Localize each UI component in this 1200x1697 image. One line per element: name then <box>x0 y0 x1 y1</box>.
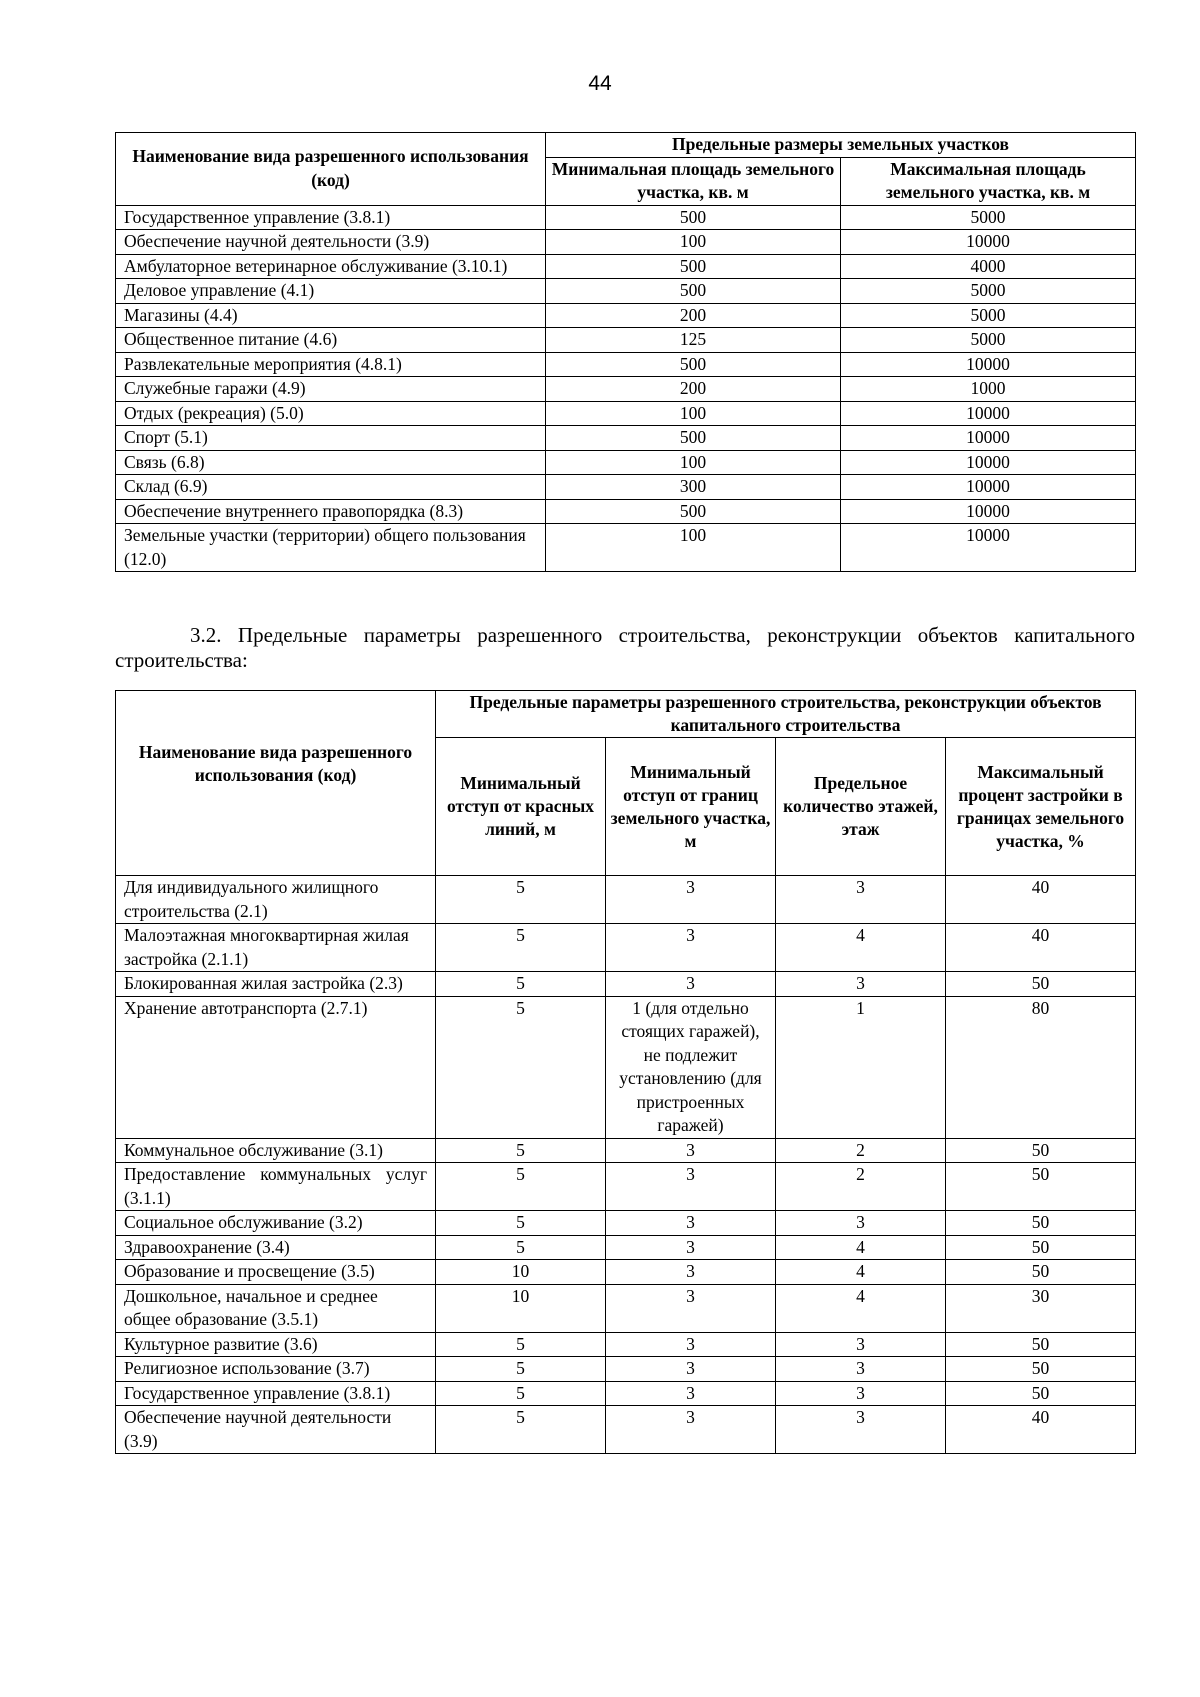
permitted-use-name: Магазины (4.4) <box>116 303 546 328</box>
max-area-value: 5000 <box>841 303 1136 328</box>
table-row <box>116 1138 1136 1163</box>
permitted-use-name: Социальное обслуживание (3.2) <box>116 1211 436 1236</box>
table-row <box>116 450 1136 475</box>
max-area-value: 10000 <box>841 450 1136 475</box>
max-area-value: 5000 <box>841 279 1136 304</box>
min-setback-boundaries-value: 3 <box>606 972 776 997</box>
max-floors-value: 3 <box>776 1357 946 1382</box>
header-construction-params-group: Предельные параметры разрешенного строительства, реконструкции объектов капитального строительства <box>436 691 1136 738</box>
table-row <box>116 1332 1136 1357</box>
header-min-setback-red-lines: Минимальный отступ от красных линий, м <box>436 738 606 876</box>
header-max-coverage-percent: Максимальный процент застройки в границах земельного участка, % <box>946 738 1136 876</box>
min-setback-red-lines-value: 5 <box>436 1211 606 1236</box>
max-floors-value: 2 <box>776 1163 946 1211</box>
min-area-value: 100 <box>546 524 841 572</box>
min-area-value: 100 <box>546 401 841 426</box>
max-area-value: 5000 <box>841 328 1136 353</box>
table-row <box>116 996 1136 1138</box>
max-coverage-value: 80 <box>946 996 1136 1138</box>
table-row <box>116 279 1136 304</box>
table-row <box>116 426 1136 451</box>
max-floors-value: 3 <box>776 1381 946 1406</box>
min-area-value: 125 <box>546 328 841 353</box>
header-plot-size-group: Предельные размеры земельных участков <box>546 133 1136 158</box>
max-area-value: 10000 <box>841 524 1136 572</box>
permitted-use-name: Деловое управление (4.1) <box>116 279 546 304</box>
permitted-use-name: Религиозное использование (3.7) <box>116 1357 436 1382</box>
table-row <box>116 1284 1136 1332</box>
min-setback-boundaries-value: 3 <box>606 1138 776 1163</box>
permitted-use-name: Общественное питание (4.6) <box>116 328 546 353</box>
min-area-value: 500 <box>546 499 841 524</box>
min-setback-red-lines-value: 5 <box>436 1332 606 1357</box>
header-min-setback-boundaries: Минимальный отступ от границ земельного участка, м <box>606 738 776 876</box>
min-area-value: 100 <box>546 450 841 475</box>
min-area-value: 500 <box>546 426 841 451</box>
permitted-use-name: Предоставление коммунальных услуг (3.1.1) <box>116 1163 436 1211</box>
max-coverage-value: 40 <box>946 876 1136 924</box>
header-permitted-use: Наименование вида разрешенного использования (код) <box>116 133 546 206</box>
min-area-value: 200 <box>546 377 841 402</box>
table-row <box>116 1381 1136 1406</box>
min-setback-boundaries-value: 3 <box>606 924 776 972</box>
header-permitted-use: Наименование вида разрешенного использования (код) <box>116 691 436 876</box>
header-max-area: Максимальная площадь земельного участка, кв. м <box>841 157 1136 205</box>
permitted-use-name: Хранение автотранспорта (2.7.1) <box>116 996 436 1138</box>
min-setback-red-lines-value: 5 <box>436 1163 606 1211</box>
construction-parameters-table-body <box>116 876 1136 1454</box>
min-setback-boundaries-value: 1 (для отдельно стоящих гаражей), не подлежит установлению (для пристроенных гаражей) <box>606 996 776 1138</box>
max-coverage-value: 40 <box>946 924 1136 972</box>
min-setback-boundaries-value: 3 <box>606 876 776 924</box>
min-setback-boundaries-value: 3 <box>606 1332 776 1357</box>
permitted-use-name: Государственное управление (3.8.1) <box>116 205 546 230</box>
permitted-use-name: Государственное управление (3.8.1) <box>116 1381 436 1406</box>
min-setback-boundaries-value: 3 <box>606 1381 776 1406</box>
max-floors-value: 2 <box>776 1138 946 1163</box>
min-setback-boundaries-value: 3 <box>606 1260 776 1285</box>
table-row <box>116 924 1136 972</box>
table-row <box>116 1235 1136 1260</box>
permitted-use-name: Блокированная жилая застройка (2.3) <box>116 972 436 997</box>
max-area-value: 4000 <box>841 254 1136 279</box>
max-coverage-value: 50 <box>946 972 1136 997</box>
table-row <box>116 499 1136 524</box>
max-coverage-value: 50 <box>946 1138 1136 1163</box>
permitted-use-name: Связь (6.8) <box>116 450 546 475</box>
max-area-value: 1000 <box>841 377 1136 402</box>
max-area-value: 10000 <box>841 230 1136 255</box>
land-plot-size-table <box>115 132 1136 572</box>
max-floors-value: 3 <box>776 1211 946 1236</box>
min-setback-boundaries-value: 3 <box>606 1357 776 1382</box>
min-area-value: 200 <box>546 303 841 328</box>
table-row <box>116 352 1136 377</box>
max-floors-value: 4 <box>776 1260 946 1285</box>
section-3-2-heading: 3.2. Предельные параметры разрешенного строительства, реконструкции объектов капитального строительства: <box>115 623 1135 672</box>
max-area-value: 10000 <box>841 426 1136 451</box>
table-row <box>116 524 1136 572</box>
max-coverage-value: 50 <box>946 1163 1136 1211</box>
header-min-area: Минимальная площадь земельного участка, кв. м <box>546 157 841 205</box>
min-area-value: 500 <box>546 254 841 279</box>
permitted-use-name: Обеспечение внутреннего правопорядка (8.3) <box>116 499 546 524</box>
table-row <box>116 475 1136 500</box>
min-setback-boundaries-value: 3 <box>606 1406 776 1454</box>
permitted-use-name: Отдых (рекреация) (5.0) <box>116 401 546 426</box>
table-row <box>116 876 1136 924</box>
max-floors-value: 4 <box>776 1284 946 1332</box>
min-setback-red-lines-value: 5 <box>436 1381 606 1406</box>
max-coverage-value: 50 <box>946 1381 1136 1406</box>
permitted-use-name: Образование и просвещение (3.5) <box>116 1260 436 1285</box>
permitted-use-name: Земельные участки (территории) общего пользования (12.0) <box>116 524 546 572</box>
table-row <box>116 1357 1136 1382</box>
permitted-use-name: Амбулаторное ветеринарное обслуживание (3.10.1) <box>116 254 546 279</box>
construction-parameters-table <box>115 690 1136 1454</box>
min-setback-boundaries-value: 3 <box>606 1211 776 1236</box>
max-coverage-value: 50 <box>946 1332 1136 1357</box>
min-setback-red-lines-value: 10 <box>436 1260 606 1285</box>
table-row <box>116 1211 1136 1236</box>
min-setback-boundaries-value: 3 <box>606 1235 776 1260</box>
table-row <box>116 972 1136 997</box>
permitted-use-name: Культурное развитие (3.6) <box>116 1332 436 1357</box>
table-row <box>116 328 1136 353</box>
max-area-value: 10000 <box>841 352 1136 377</box>
min-setback-red-lines-value: 5 <box>436 996 606 1138</box>
max-coverage-value: 50 <box>946 1260 1136 1285</box>
permitted-use-name: Склад (6.9) <box>116 475 546 500</box>
min-setback-red-lines-value: 5 <box>436 924 606 972</box>
min-setback-red-lines-value: 5 <box>436 1406 606 1454</box>
permitted-use-name: Обеспечение научной деятельности (3.9) <box>116 1406 436 1454</box>
min-area-value: 500 <box>546 279 841 304</box>
permitted-use-name: Здравоохранение (3.4) <box>116 1235 436 1260</box>
table-row <box>116 230 1136 255</box>
max-coverage-value: 50 <box>946 1357 1136 1382</box>
table-row <box>116 401 1136 426</box>
header-max-floors: Предельное количество этажей, этаж <box>776 738 946 876</box>
min-setback-red-lines-value: 5 <box>436 972 606 997</box>
min-setback-boundaries-value: 3 <box>606 1284 776 1332</box>
min-area-value: 500 <box>546 205 841 230</box>
min-area-value: 300 <box>546 475 841 500</box>
min-area-value: 500 <box>546 352 841 377</box>
table-row <box>116 205 1136 230</box>
max-floors-value: 3 <box>776 972 946 997</box>
max-coverage-value: 50 <box>946 1235 1136 1260</box>
permitted-use-name: Дошкольное, начальное и среднее общее образование (3.5.1) <box>116 1284 436 1332</box>
max-area-value: 10000 <box>841 475 1136 500</box>
table-row <box>116 254 1136 279</box>
max-coverage-value: 40 <box>946 1406 1136 1454</box>
min-area-value: 100 <box>546 230 841 255</box>
max-floors-value: 3 <box>776 1406 946 1454</box>
permitted-use-name: Служебные гаражи (4.9) <box>116 377 546 402</box>
land-plot-size-table-body <box>116 205 1136 572</box>
permitted-use-name: Для индивидуального жилищного строительства (2.1) <box>116 876 436 924</box>
max-area-value: 10000 <box>841 401 1136 426</box>
table-row <box>116 1260 1136 1285</box>
permitted-use-name: Развлекательные мероприятия (4.8.1) <box>116 352 546 377</box>
page-number: 44 <box>588 72 612 95</box>
permitted-use-name: Обеспечение научной деятельности (3.9) <box>116 230 546 255</box>
max-floors-value: 3 <box>776 1332 946 1357</box>
min-setback-red-lines-value: 10 <box>436 1284 606 1332</box>
max-floors-value: 1 <box>776 996 946 1138</box>
max-area-value: 5000 <box>841 205 1136 230</box>
max-coverage-value: 50 <box>946 1211 1136 1236</box>
permitted-use-name: Малоэтажная многоквартирная жилая застройка (2.1.1) <box>116 924 436 972</box>
permitted-use-name: Коммунальное обслуживание (3.1) <box>116 1138 436 1163</box>
table-row <box>116 1406 1136 1454</box>
max-floors-value: 4 <box>776 924 946 972</box>
max-floors-value: 4 <box>776 1235 946 1260</box>
max-coverage-value: 30 <box>946 1284 1136 1332</box>
max-floors-value: 3 <box>776 876 946 924</box>
min-setback-red-lines-value: 5 <box>436 1357 606 1382</box>
table-row <box>116 303 1136 328</box>
min-setback-red-lines-value: 5 <box>436 1235 606 1260</box>
permitted-use-name: Спорт (5.1) <box>116 426 546 451</box>
min-setback-red-lines-value: 5 <box>436 1138 606 1163</box>
min-setback-boundaries-value: 3 <box>606 1163 776 1211</box>
max-area-value: 10000 <box>841 499 1136 524</box>
table-row <box>116 377 1136 402</box>
table-row <box>116 1163 1136 1211</box>
min-setback-red-lines-value: 5 <box>436 876 606 924</box>
